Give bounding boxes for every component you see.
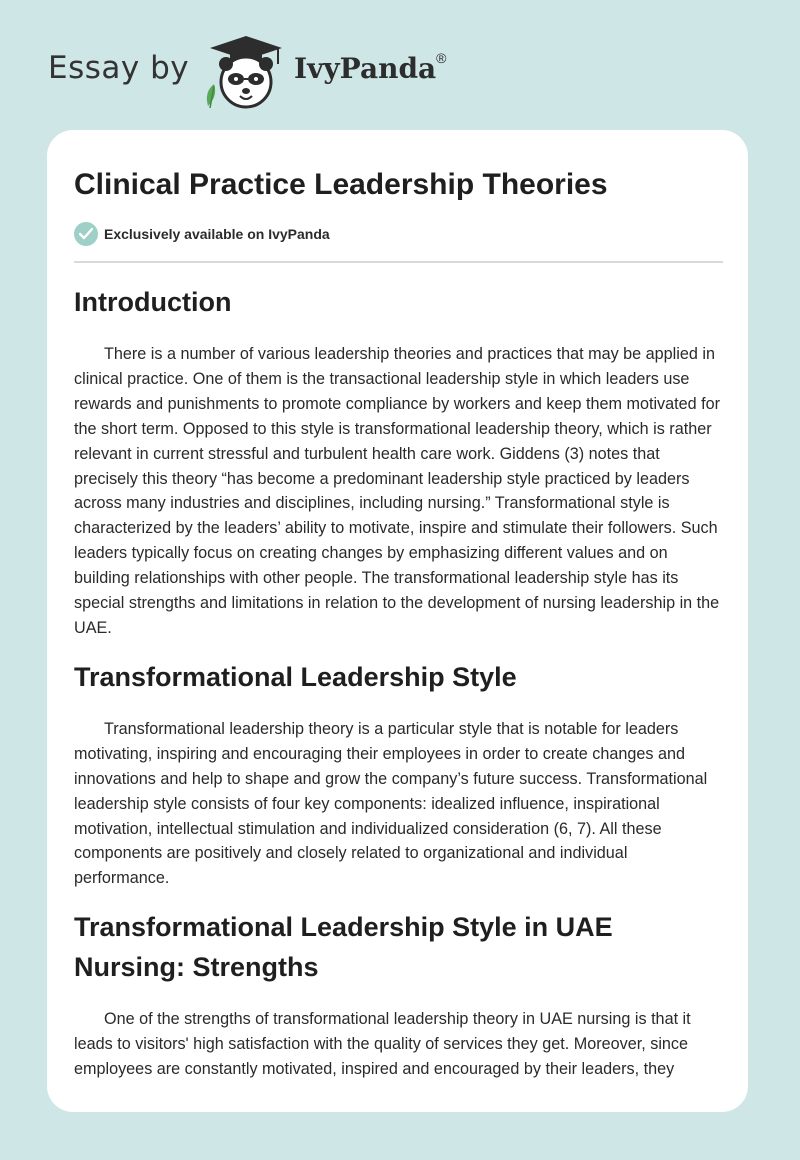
site-header: [48, 30, 508, 110]
essay-by-label: Essay by: [48, 50, 190, 86]
page-title: Clinical Practice Leadership Theories: [74, 168, 608, 201]
section-paragraph: Transformational leadership theory is a particular style that is notable for leaders motivating, inspiring and encouraging their employees in order to create changes and innovations and help to shape and grow the company’s future success. Transformational leadership style consists of four key components: idealized influence, inspirational motivation, intellectual stimulation and individualized consideration (6, 7). All these components are positively and closely related to organizational and individual performance.: [74, 719, 708, 888]
section-heading: Introduction: [74, 287, 232, 317]
divider: [74, 261, 723, 263]
check-icon: [74, 222, 98, 246]
section-paragraph: One of the strengths of transformational leadership theory in UAE nursing is that it leads to visitors' high satisfaction with the quality of services they get. Moreover, since employees are constantly motivated, inspired and encouraged by their leaders, they: [74, 1010, 691, 1079]
brand-text: IvyPanda: [294, 52, 437, 85]
brand-name[interactable]: [294, 52, 447, 85]
essay-card: [47, 130, 748, 1112]
badge-label: Exclusively available on IvyPanda: [104, 226, 330, 242]
section-transformational-style: [74, 657, 724, 891]
section-heading: Transformational Leadership Style in UAE Nursing: Strengths: [74, 912, 613, 983]
exclusive-badge: [74, 222, 330, 246]
panda-logo-icon[interactable]: [200, 34, 292, 110]
section-paragraph: There is a number of various leadership theories and practices that may be applied in clinical practice. One of them is the transactional leadership style in which leaders use rewards and punishments to promote compliance by workers and keep them motivated for the short term. Opposed to this style is transformational leadership theory, which is rather relevant in current stressful and turbulent health care work. Giddens (3) notes that precisely this theory “has become a predominant leadership style practiced by leaders across many industries and disciplines, including nursing.” Transformational style is characterized by the leaders’ ability to motivate, inspire and stimulate their followers. Such leaders typically focus on creating changes by emphasizing different values and on building relationships with other people. The transformational leadership style has its special strengths and limitations in relation to the development of nursing leadership in the UAE.: [74, 345, 721, 637]
essay-content: [74, 282, 724, 1098]
registered-mark: ®: [436, 50, 447, 66]
section-heading: Transformational Leadership Style: [74, 661, 517, 692]
section-introduction: [74, 282, 724, 641]
section-uae-strengths: [74, 907, 724, 1082]
